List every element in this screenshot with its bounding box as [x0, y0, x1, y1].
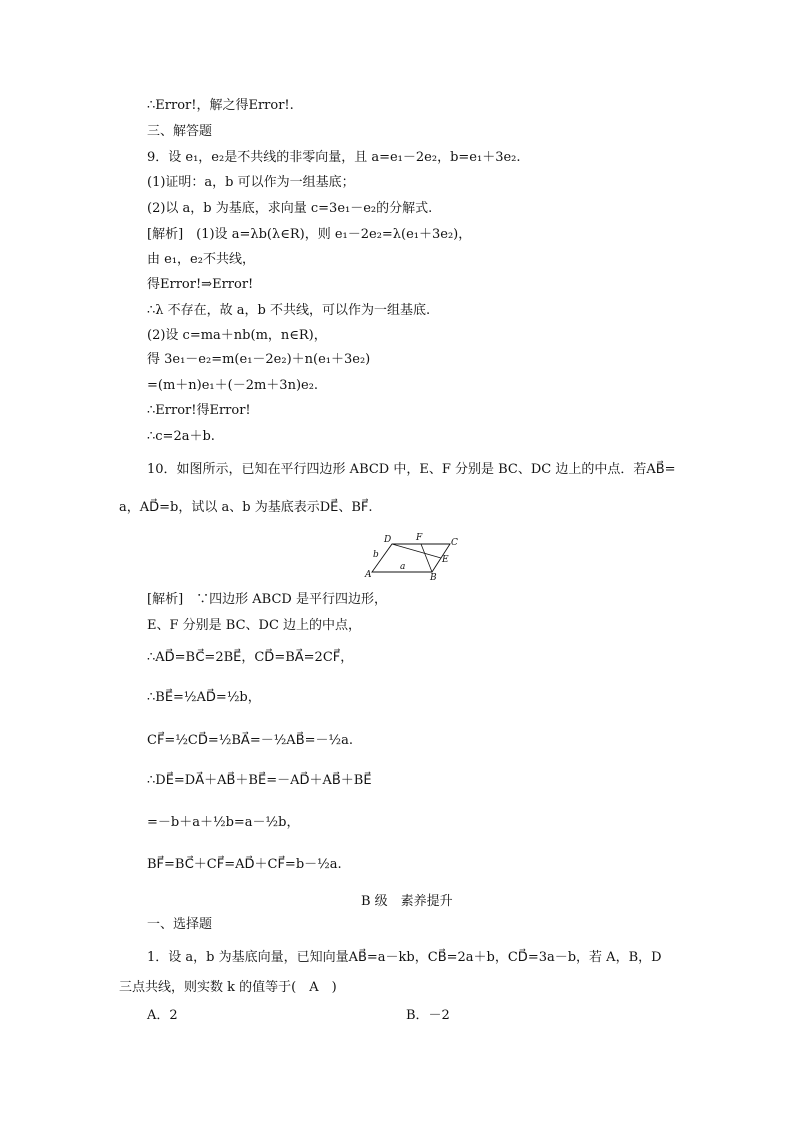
parallelogram-abcd	[372, 544, 450, 572]
solution-10-line-3: ∴AD⃗=BC⃗=2BE⃗，CD⃗=BA⃗=2CF⃗，	[147, 650, 354, 665]
solution-10-line-6: ∴DE⃗=DA⃗＋AB⃗＋BE⃗=－AD⃗＋AB⃗＋BE⃗	[147, 773, 372, 788]
solution-9-line-8: ∴Error!得Error!	[147, 403, 251, 418]
problem-9-part-1: (1)证明：a，b 可以作为一组基底；	[147, 175, 355, 190]
problem-9-statement: 9．设 e₁，e₂是不共线的非零向量，且 a=e₁－2e₂，b=e₁＋3e₂.	[147, 150, 521, 165]
problem-10-line-1: 10．如图所示，已知在平行四边形 ABCD 中，E、F 分别是 BC、DC 边上的中点．若AB⃗=	[147, 462, 676, 477]
solution-9-line-6: 得 3e₁－e₂=m(e₁－2e₂)＋n(e₁＋3e₂)	[147, 352, 371, 367]
solution-10-line-2: E、F 分别是 BC、DC 边上的中点，	[147, 618, 362, 633]
problem-10-line-2: a，AD⃗=b，试以 a、b 为基底表示DE⃗、BF⃗.	[119, 500, 373, 515]
option-a: A．2	[147, 1008, 178, 1023]
solution-9-line-4: ∴λ 不存在，故 a，b 不共线，可以作为一组基底.	[147, 303, 431, 318]
solution-10-line-1: [解析] ∵四边形 ABCD 是平行四边形，	[147, 592, 387, 607]
solution-10-line-5: CF⃗=½CD⃗=½BA⃗=－½AB⃗=－½a.	[147, 733, 353, 748]
label-a-vertex: A	[365, 570, 372, 580]
solution-9-line-9: ∴c=2a＋b.	[147, 429, 215, 444]
segment-bf	[421, 544, 432, 572]
problem-9-part-2: (2)以 a，b 为基底，求向量 c=3e₁－e₂的分解式.	[147, 201, 433, 216]
label-f-point: F	[416, 533, 423, 543]
solution-9-line-3: 得Error!⇒Error!	[147, 277, 254, 292]
problem-1-line-1: 1．设 a，b 为基底向量，已知向量AB⃗=a－kb，CB⃗=2a＋b，CD⃗=3a－b，若 A，B，D	[147, 950, 662, 965]
parallelogram-figure	[362, 533, 462, 583]
option-b: B．－2	[406, 1008, 450, 1023]
label-e-point: E	[442, 555, 449, 565]
section-heading-answer: 三、解答题	[147, 124, 213, 139]
section-heading-choice: 一、选择题	[147, 917, 213, 932]
solution-9-line-2: 由 e₁，e₂不共线，	[147, 252, 255, 267]
segment-de	[392, 544, 441, 558]
label-c-vertex: C	[451, 538, 458, 548]
problem-1-line-2: 三点共线，则实数 k 的值等于( A )	[119, 980, 337, 995]
label-vector-b: b	[373, 550, 379, 560]
text-line-1: ∴Error!，解之得Error!.	[147, 98, 294, 113]
solution-9-line-7: =(m＋n)e₁＋(－2m＋3n)e₂.	[147, 378, 319, 393]
solution-9-line-5: (2)设 c=ma＋nb(m，n∈R)，	[147, 328, 327, 343]
label-d-vertex: D	[384, 535, 392, 545]
section-heading-level-b: B 级 素养提升	[361, 894, 453, 909]
label-vector-a: a	[400, 562, 406, 572]
solution-10-line-4: ∴BE⃗=½AD⃗=½b，	[147, 690, 261, 705]
solution-10-line-7: =－b＋a＋½b=a－½b，	[147, 815, 300, 830]
label-b-vertex: B	[430, 573, 437, 583]
solution-9-line-1: [解析] (1)设 a=λb(λ∈R)，则 e₁－2e₂=λ(e₁＋3e₂)，	[147, 227, 472, 242]
solution-10-line-8: BF⃗=BC⃗＋CF⃗=AD⃗＋CF⃗=b－½a.	[147, 857, 342, 872]
